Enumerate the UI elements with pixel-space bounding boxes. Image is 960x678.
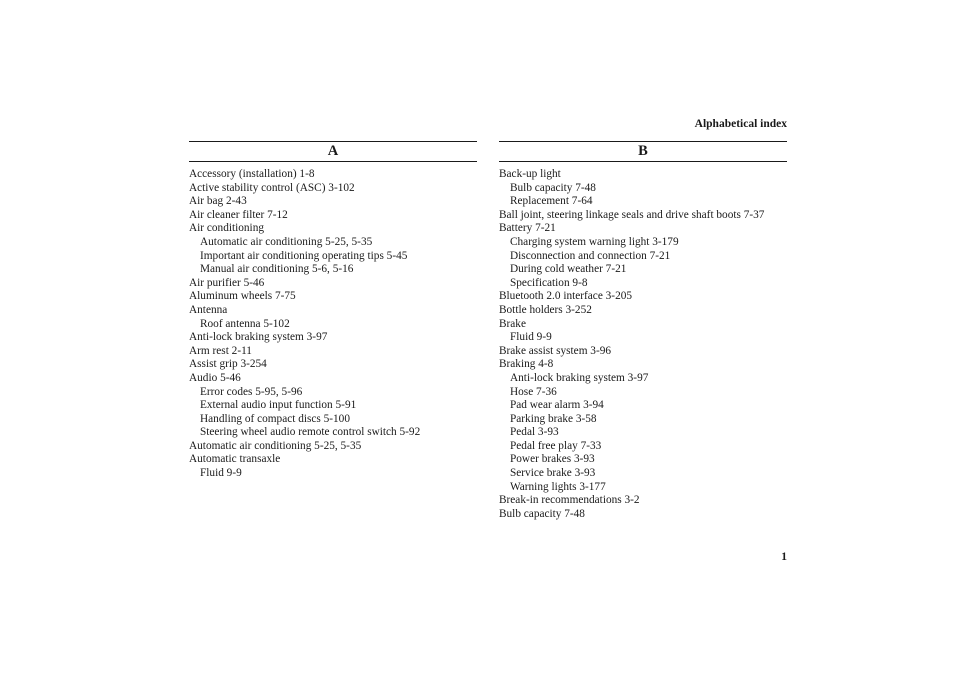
index-entry: Aluminum wheels 7-75 [189,290,296,303]
index-subentry: Service brake 3-93 [510,467,596,480]
index-entry: Air cleaner filter 7-12 [189,208,288,221]
page-number: 1 [781,551,787,563]
index-entry: Active stability control (ASC) 3-102 [189,181,355,194]
index-entry: Break-in recommendations 3-2 [499,494,640,507]
index-entry: Air purifier 5-46 [189,276,265,289]
index-section-a [189,141,477,481]
index-entry: Bulb capacity 7-48 [499,507,585,520]
index-section-b [499,141,787,521]
index-subentry: Parking brake 3-58 [510,412,597,425]
index-subentry: During cold weather 7-21 [510,263,627,276]
index-entry: Automatic air conditioning 5-25, 5-35 [189,439,362,452]
index-subentry: Bulb capacity 7-48 [510,181,596,194]
index-subentry: Roof antenna 5-102 [200,317,290,330]
running-header: Alphabetical index [694,118,787,130]
index-subentry: Steering wheel audio remote control switch 5-92 [200,426,421,439]
index-entry: Air bag 2-43 [189,195,247,208]
index-subentry: External audio input function 5-91 [200,399,357,412]
section-letter-a: A [189,141,477,162]
index-subentry: Fluid 9-9 [200,467,242,480]
index-subentry: Manual air conditioning 5-6, 5-16 [200,263,354,276]
index-subentry: Handling of compact discs 5-100 [200,412,350,425]
index-subentry: Charging system warning light 3-179 [510,235,679,248]
index-entry: Antenna [189,303,228,316]
index-subentry: Hose 7-36 [510,385,557,398]
index-subentry: Pad wear alarm 3-94 [510,399,604,412]
index-entry: Air conditioning [189,222,264,235]
index-entry-list-b [499,168,787,521]
index-subentry: Pedal 3-93 [510,426,559,439]
index-subentry: Replacement 7-64 [510,195,593,208]
index-entry: Arm rest 2-11 [189,344,252,357]
index-entry: Automatic transaxle [189,453,281,466]
index-subentry: Automatic air conditioning 5-25, 5-35 [200,235,373,248]
index-entry: Battery 7-21 [499,222,556,235]
index-entry: Ball joint, steering linkage seals and drive shaft boots 7-37 [499,208,765,221]
index-entry: Braking 4-8 [499,358,554,371]
index-entry: Bluetooth 2.0 interface 3-205 [499,290,633,303]
index-entry: Back-up light [499,168,561,180]
index-subentry: Disconnection and connection 7-21 [510,249,671,262]
index-entry: Brake assist system 3-96 [499,344,612,357]
index-subentry: Error codes 5-95, 5-96 [200,385,303,398]
index-entry: Bottle holders 3-252 [499,303,592,316]
index-entry: Accessory (installation) 1-8 [189,168,315,180]
index-subentry: Important air conditioning operating tips 5-45 [200,249,408,262]
index-subentry: Specification 9-8 [510,276,588,289]
index-entry: Audio 5-46 [189,371,241,384]
index-entry: Anti-lock braking system 3-97 [189,331,328,344]
index-subentry: Warning lights 3-177 [510,480,606,493]
index-subentry: Power brakes 3-93 [510,453,595,466]
index-subentry: Pedal free play 7-33 [510,439,602,452]
section-letter-b: B [499,141,787,162]
index-subentry: Anti-lock braking system 3-97 [510,371,649,384]
index-entry: Brake [499,317,526,330]
index-entry: Assist grip 3-254 [189,358,267,371]
index-subentry: Fluid 9-9 [510,331,552,344]
index-entry-list-a [189,168,477,481]
